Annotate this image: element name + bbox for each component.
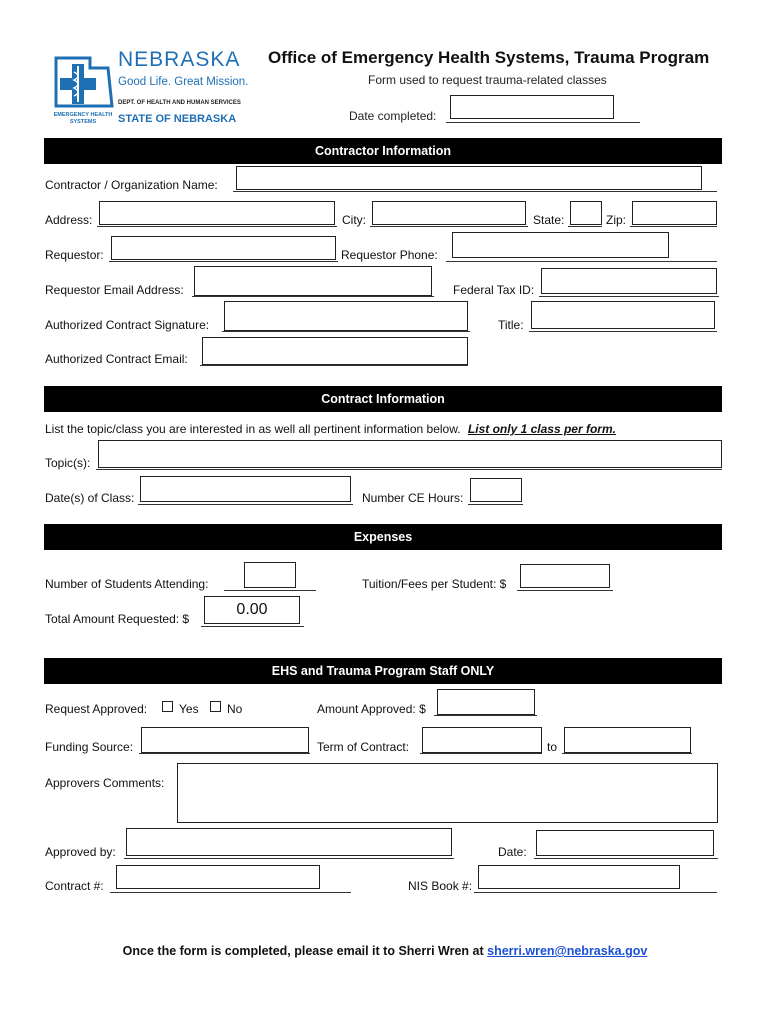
state-label: State: <box>533 213 565 227</box>
topics-label: Topic(s): <box>45 456 91 470</box>
ce-hours-label: Number CE Hours: <box>362 491 464 505</box>
approved-by-label: Approved by: <box>45 845 116 859</box>
page-title: Office of Emergency Health Systems, Trauma Program <box>268 48 710 67</box>
approved-by-line <box>124 858 454 859</box>
students-field[interactable] <box>244 562 296 588</box>
topics-line <box>96 469 722 470</box>
contract-email-field[interactable] <box>202 337 468 365</box>
signature-line <box>222 331 470 332</box>
address-line <box>97 226 337 227</box>
requestor-email-line <box>192 296 434 297</box>
amount-approved-label: Amount Approved: $ <box>317 702 426 716</box>
requestor-field[interactable] <box>111 236 336 260</box>
signature-field[interactable] <box>224 301 468 331</box>
city-line <box>370 226 528 227</box>
comments-label: Approvers Comments: <box>45 776 165 790</box>
city-field[interactable] <box>372 201 526 225</box>
contract-number-field[interactable] <box>116 865 320 889</box>
ce-hours-field[interactable] <box>470 478 522 502</box>
date-completed-line <box>446 122 640 123</box>
section-expenses-header: Expenses <box>44 524 722 550</box>
section-staff-header: EHS and Trauma Program Staff ONLY <box>44 658 722 684</box>
term-label: Term of Contract: <box>317 740 410 754</box>
total-amount-field[interactable]: 0.00 <box>204 596 300 624</box>
requestor-email-field[interactable] <box>194 266 432 296</box>
logo-tagline: Good Life. Great Mission. <box>118 76 249 88</box>
dates-field[interactable] <box>140 476 351 502</box>
zip-label: Zip: <box>606 213 627 227</box>
title-field[interactable] <box>531 301 715 329</box>
section-contract-header: Contract Information <box>44 386 722 412</box>
tuition-line <box>517 590 613 591</box>
page-subtitle: Form used to request trauma-related classes <box>368 73 607 87</box>
footer-instructions <box>0 944 770 958</box>
tuition-label: Tuition/Fees per Student: $ <box>362 577 507 591</box>
approved-yes-label: Yes <box>179 702 199 716</box>
funding-source-field[interactable] <box>141 727 309 753</box>
requestor-label: Requestor: <box>45 248 104 262</box>
date-field[interactable] <box>536 830 714 856</box>
term-end-line <box>562 753 692 754</box>
date-completed-label: Date completed: <box>349 109 437 123</box>
amount-approved-line <box>434 715 537 716</box>
footer-text: Once the form is completed, please email it to Sherri Wren at <box>122 944 484 958</box>
approved-no-checkbox[interactable] <box>210 701 221 712</box>
date-label: Date: <box>498 845 527 859</box>
contract-number-label: Contract #: <box>45 879 104 893</box>
students-line <box>224 590 316 591</box>
dates-label: Date(s) of Class: <box>45 491 135 505</box>
org-name-field[interactable] <box>236 166 702 190</box>
approved-by-field[interactable] <box>126 828 452 856</box>
logo <box>50 48 250 128</box>
requestor-email-label: Requestor Email Address: <box>45 283 184 297</box>
city-label: City: <box>342 213 366 227</box>
term-start-line <box>420 753 542 754</box>
contact-email-link[interactable]: sherri.wren@nebraska.gov <box>487 944 648 958</box>
amount-approved-field[interactable] <box>437 689 535 715</box>
ce-hours-line <box>468 504 523 505</box>
term-to-label: to <box>547 740 558 754</box>
requestor-phone-field[interactable] <box>452 232 669 258</box>
logo-state: STATE OF NEBRASKA <box>118 113 237 125</box>
approved-no-label: No <box>227 702 243 716</box>
term-end-field[interactable] <box>564 727 691 753</box>
topics-field[interactable] <box>98 440 722 468</box>
term-start-field[interactable] <box>422 727 542 753</box>
total-label: Total Amount Requested: $ <box>45 612 190 626</box>
org-name-label: Contractor / Organization Name: <box>45 178 218 192</box>
students-label: Number of Students Attending: <box>45 577 209 591</box>
nis-book-line <box>474 892 717 893</box>
approved-yes-checkbox[interactable] <box>162 701 173 712</box>
section-contractor-header: Contractor Information <box>44 138 722 164</box>
state-line <box>568 226 602 227</box>
request-approved-label: Request Approved: <box>45 702 148 716</box>
signature-label: Authorized Contract Signature: <box>45 318 210 332</box>
contract-email-label: Authorized Contract Email: <box>45 352 188 366</box>
nis-book-field[interactable] <box>478 865 680 889</box>
contract-email-line <box>200 365 468 366</box>
tax-id-line <box>539 296 719 297</box>
logo-dept: DEPT. OF HEALTH AND HUMAN SERVICES <box>118 100 241 106</box>
org-name-line <box>233 191 717 192</box>
tax-id-label: Federal Tax ID: <box>453 283 535 297</box>
contract-instructions <box>45 422 616 436</box>
address-field[interactable] <box>99 201 335 225</box>
date-completed-field[interactable] <box>450 95 614 119</box>
zip-line <box>630 226 717 227</box>
comments-field[interactable] <box>177 763 718 823</box>
title-label: Title: <box>498 318 524 332</box>
requestor-phone-label: Requestor Phone: <box>341 248 438 262</box>
address-label: Address: <box>45 213 93 227</box>
state-field[interactable] <box>570 201 602 225</box>
total-line <box>201 626 304 627</box>
requestor-line <box>109 261 338 262</box>
logo-ems: EMERGENCY HEALTH SYSTEMS <box>53 112 113 125</box>
state-emblem-icon <box>50 50 114 112</box>
title-line <box>529 331 717 332</box>
tax-id-field[interactable] <box>541 268 717 294</box>
nis-book-label: NIS Book #: <box>408 879 473 893</box>
instructions-emphasis: List only 1 class per form. <box>467 422 616 436</box>
funding-source-label: Funding Source: <box>45 740 134 754</box>
instructions-text: List the topic/class you are interested in as well all pertinent information below. <box>45 422 461 436</box>
logo-brand: NEBRASKA <box>118 48 241 71</box>
date-line <box>534 858 718 859</box>
requestor-phone-line <box>446 261 717 262</box>
tuition-field[interactable] <box>520 564 610 588</box>
dates-line <box>138 504 353 505</box>
funding-source-line <box>139 753 310 754</box>
contract-number-line <box>110 892 351 893</box>
zip-field[interactable] <box>632 201 717 225</box>
